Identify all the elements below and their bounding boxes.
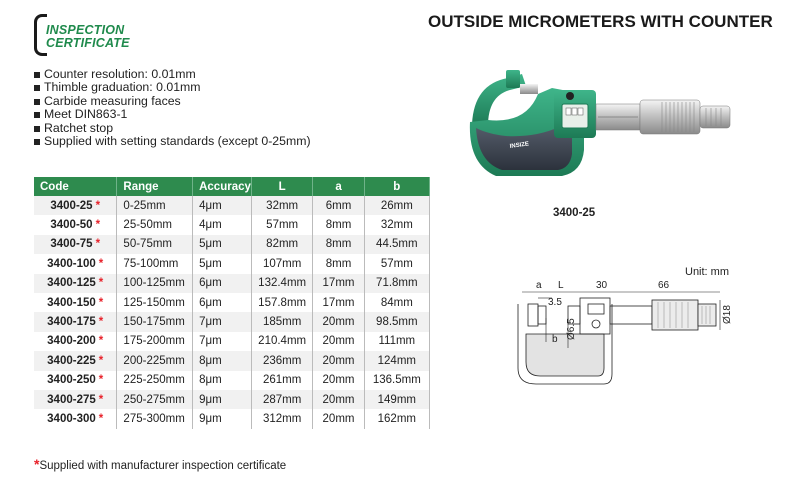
- cell-a-value: 20mm: [322, 316, 355, 329]
- cell-a-value: 20mm: [322, 354, 355, 367]
- cell-accuracy-value: 5μm: [199, 238, 222, 251]
- certificate-star: *: [95, 219, 101, 232]
- cell-l-value: 107mm: [262, 257, 302, 270]
- cell-range: [117, 351, 193, 370]
- cell-accuracy: [193, 332, 252, 351]
- cell-accuracy: [193, 293, 252, 312]
- spec-table-body: [34, 196, 430, 429]
- table-row: [34, 371, 430, 390]
- cell-l: [251, 215, 312, 234]
- cell-range: [117, 371, 193, 390]
- dim-label-66: 66: [658, 280, 670, 291]
- cell-b: [364, 371, 429, 390]
- table-row: [34, 332, 430, 351]
- cell-b-value: 26mm: [380, 199, 413, 212]
- cell-accuracy: [193, 215, 252, 234]
- cell-b: [364, 215, 429, 234]
- product-image-caption: 3400-25: [553, 207, 596, 219]
- cell-l-value: 185mm: [262, 316, 302, 329]
- cell-b-value: 44.5mm: [376, 238, 418, 251]
- cell-l-value: 210.4mm: [258, 335, 307, 348]
- cell-a-value: 20mm: [322, 412, 355, 425]
- cell-l-value: 261mm: [262, 374, 302, 387]
- cell-range-value: 275-300mm: [123, 412, 185, 425]
- cell-l: [251, 351, 312, 370]
- cell-range: [117, 390, 193, 409]
- cell-b-value: 32mm: [380, 219, 413, 232]
- cell-accuracy: [193, 390, 252, 409]
- cell-a-value: 8mm: [325, 257, 352, 270]
- cell-a: [313, 274, 364, 293]
- cell-range-value: 225-250mm: [123, 374, 185, 387]
- cell-b: [364, 351, 429, 370]
- cell-a-value: 20mm: [322, 335, 355, 348]
- cell-b-value: 57mm: [380, 257, 413, 270]
- cell-accuracy: [193, 312, 252, 331]
- cell-a-value: 8mm: [325, 219, 352, 232]
- cell-l: [251, 196, 312, 215]
- certificate-star: *: [98, 354, 104, 367]
- cell-range: [117, 409, 193, 428]
- table-row: [34, 390, 430, 409]
- cell-code: [34, 351, 117, 370]
- certificate-star: *: [98, 374, 104, 387]
- column-header-b: b: [364, 177, 429, 196]
- table-row: [34, 293, 430, 312]
- cell-b-value: 124mm: [377, 354, 416, 367]
- certificate-star: *: [95, 199, 101, 212]
- cell-b: [364, 293, 429, 312]
- cell-range: [117, 312, 193, 331]
- cell-code-value: 3400-200: [47, 335, 96, 348]
- cell-accuracy-value: 8μm: [199, 374, 222, 387]
- cell-a: [313, 254, 364, 273]
- certificate-star: *: [98, 393, 104, 406]
- column-header-accuracy: Accuracy: [193, 177, 252, 196]
- cell-b-value: 111mm: [378, 335, 416, 348]
- cell-range: [117, 293, 193, 312]
- cell-code: [34, 312, 117, 331]
- cell-l: [251, 409, 312, 428]
- dim-label-a: a: [536, 280, 542, 291]
- cell-range-value: 25-50mm: [123, 219, 172, 232]
- table-row: [34, 215, 430, 234]
- cell-code: [34, 390, 117, 409]
- unit-label: Unit: mm: [685, 266, 729, 278]
- cell-b-value: 84mm: [380, 296, 413, 309]
- cell-l-value: 57mm: [266, 219, 299, 232]
- cell-a-value: 8mm: [325, 238, 352, 251]
- cell-accuracy: [193, 351, 252, 370]
- feature-item: Supplied with setting standards (except 0-25mm): [32, 135, 311, 148]
- certificate-star: *: [98, 296, 104, 309]
- cell-l-value: 132.4mm: [258, 277, 307, 290]
- cell-code: [34, 409, 117, 428]
- cell-range-value: 100-125mm: [123, 277, 185, 290]
- cell-a: [313, 390, 364, 409]
- cell-b: [364, 196, 429, 215]
- cell-accuracy-value: 5μm: [199, 257, 222, 270]
- cell-accuracy-value: 4μm: [199, 199, 222, 212]
- column-header-l: L: [251, 177, 312, 196]
- cell-b-value: 71.8mm: [376, 277, 418, 290]
- cell-l-value: 287mm: [262, 393, 302, 406]
- cell-range-value: 250-275mm: [123, 393, 185, 406]
- brand-label: INSIZE: [509, 141, 530, 150]
- cell-accuracy-value: 6μm: [199, 277, 222, 290]
- cell-range: [117, 332, 193, 351]
- cell-b: [364, 312, 429, 331]
- cell-b: [364, 274, 429, 293]
- cell-l-value: 32mm: [266, 199, 299, 212]
- cell-range: [117, 215, 193, 234]
- cell-a: [313, 409, 364, 428]
- cell-b: [364, 390, 429, 409]
- cell-a-value: 20mm: [322, 393, 355, 406]
- cell-code: [34, 371, 117, 390]
- certificate-star: *: [98, 412, 104, 425]
- cell-l-value: 157.8mm: [258, 296, 307, 309]
- cell-l: [251, 371, 312, 390]
- table-row: [34, 409, 430, 428]
- cell-range-value: 150-175mm: [123, 316, 185, 329]
- cell-accuracy: [193, 196, 252, 215]
- micrometer-product-image: [466, 64, 738, 186]
- cell-code: [34, 332, 117, 351]
- cell-accuracy-value: 4μm: [199, 219, 222, 232]
- cell-l: [251, 254, 312, 273]
- cell-range: [117, 254, 193, 273]
- cell-range-value: 50-75mm: [123, 238, 172, 251]
- cell-b: [364, 409, 429, 428]
- cell-accuracy: [193, 235, 252, 254]
- cell-a: [313, 371, 364, 390]
- certificate-star: *: [98, 316, 104, 329]
- certificate-star: *: [95, 238, 101, 251]
- cell-b: [364, 254, 429, 273]
- cell-b-value: 98.5mm: [376, 316, 418, 329]
- cell-accuracy: [193, 274, 252, 293]
- feature-item: Counter resolution: 0.01mm: [32, 68, 311, 81]
- cell-code: [34, 254, 117, 273]
- table-row: [34, 235, 430, 254]
- cell-accuracy-value: 9μm: [199, 412, 222, 425]
- dim-label-3-5: 3.5: [548, 297, 562, 308]
- cell-code: [34, 293, 117, 312]
- cell-accuracy: [193, 409, 252, 428]
- cell-code-value: 3400-125: [47, 277, 96, 290]
- cell-code-value: 3400-275: [47, 393, 96, 406]
- cell-range-value: 0-25mm: [123, 199, 166, 212]
- feature-item: Ratchet stop: [32, 122, 311, 135]
- cell-range: [117, 274, 193, 293]
- cell-accuracy: [193, 371, 252, 390]
- cell-range: [117, 196, 193, 215]
- cell-l: [251, 390, 312, 409]
- cell-b-value: 162mm: [377, 412, 416, 425]
- cell-code-value: 3400-175: [47, 316, 96, 329]
- cell-a-value: 20mm: [322, 374, 355, 387]
- table-row: [34, 351, 430, 370]
- cell-l: [251, 274, 312, 293]
- cell-code: [34, 235, 117, 254]
- inspection-certificate-logo: [34, 14, 140, 52]
- cell-l: [251, 235, 312, 254]
- page-title: OUTSIDE MICROMETERS WITH COUNTER: [428, 12, 773, 31]
- feature-item: Carbide measuring faces: [32, 95, 311, 108]
- dim-label-30: 30: [596, 280, 608, 291]
- table-row: [34, 254, 430, 273]
- cell-code-value: 3400-100: [47, 257, 96, 270]
- dim-label-b: b: [552, 334, 558, 345]
- cell-a-value: 6mm: [325, 199, 352, 212]
- certificate-star: *: [98, 277, 104, 290]
- cell-l-value: 82mm: [266, 238, 299, 251]
- cell-l: [251, 293, 312, 312]
- cell-accuracy-value: 6μm: [199, 296, 222, 309]
- cell-a: [313, 196, 364, 215]
- cell-code-value: 3400-300: [47, 412, 96, 425]
- cell-code: [34, 196, 117, 215]
- cell-accuracy-value: 7μm: [199, 316, 222, 329]
- table-row: [34, 312, 430, 331]
- footnote-star: *: [34, 456, 40, 472]
- dim-label-dia-6-5: Ø6.5: [566, 318, 577, 340]
- cell-accuracy: [193, 254, 252, 273]
- cell-range: [117, 235, 193, 254]
- cell-code-value: 3400-50: [50, 219, 93, 232]
- cell-b-value: 136.5mm: [372, 374, 421, 387]
- cell-b: [364, 235, 429, 254]
- cell-a: [313, 312, 364, 331]
- dim-label-l: L: [558, 280, 564, 291]
- cell-b-value: 149mm: [377, 393, 416, 406]
- dim-label-dia-18: Ø18: [722, 305, 733, 324]
- cell-code-value: 3400-225: [47, 354, 96, 367]
- logo-line-2: CERTIFICATE: [46, 36, 130, 50]
- cell-range-value: 175-200mm: [123, 335, 185, 348]
- cell-code-value: 3400-250: [47, 374, 96, 387]
- feature-list: [32, 68, 311, 148]
- footnote: [34, 456, 286, 472]
- cell-a-value: 17mm: [322, 296, 355, 309]
- cell-code-value: 3400-25: [50, 199, 93, 212]
- cell-code-value: 3400-75: [50, 238, 93, 251]
- footnote-text: Supplied with manufacturer inspection certificate: [39, 460, 287, 472]
- dimension-drawing: [508, 278, 740, 388]
- cell-range-value: 200-225mm: [123, 354, 185, 367]
- cell-a: [313, 235, 364, 254]
- spec-table: [34, 177, 430, 429]
- certificate-star: *: [98, 257, 104, 270]
- cell-accuracy-value: 8μm: [199, 354, 222, 367]
- cell-a: [313, 332, 364, 351]
- cell-l-value: 236mm: [262, 354, 302, 367]
- cell-l: [251, 332, 312, 351]
- cell-a: [313, 351, 364, 370]
- column-header-code: Code: [34, 177, 117, 196]
- cell-range-value: 75-100mm: [123, 257, 179, 270]
- table-row: [34, 274, 430, 293]
- table-row: [34, 196, 430, 215]
- column-header-range: Range: [117, 177, 193, 196]
- table-header-row: [34, 177, 430, 196]
- cell-l: [251, 312, 312, 331]
- cell-accuracy-value: 9μm: [199, 393, 222, 406]
- certificate-star: *: [98, 335, 104, 348]
- cell-a: [313, 293, 364, 312]
- feature-item: Meet DIN863-1: [32, 108, 311, 121]
- cell-code: [34, 274, 117, 293]
- cell-l-value: 312mm: [262, 412, 302, 425]
- logo-line-1: INSPECTION: [46, 23, 125, 37]
- cell-code: [34, 215, 117, 234]
- cell-a-value: 17mm: [322, 277, 355, 290]
- cell-b: [364, 332, 429, 351]
- feature-item: Thimble graduation: 0.01mm: [32, 81, 311, 94]
- column-header-a: a: [313, 177, 364, 196]
- cell-code-value: 3400-150: [47, 296, 96, 309]
- cell-range-value: 125-150mm: [123, 296, 185, 309]
- cell-accuracy-value: 7μm: [199, 335, 222, 348]
- cell-a: [313, 215, 364, 234]
